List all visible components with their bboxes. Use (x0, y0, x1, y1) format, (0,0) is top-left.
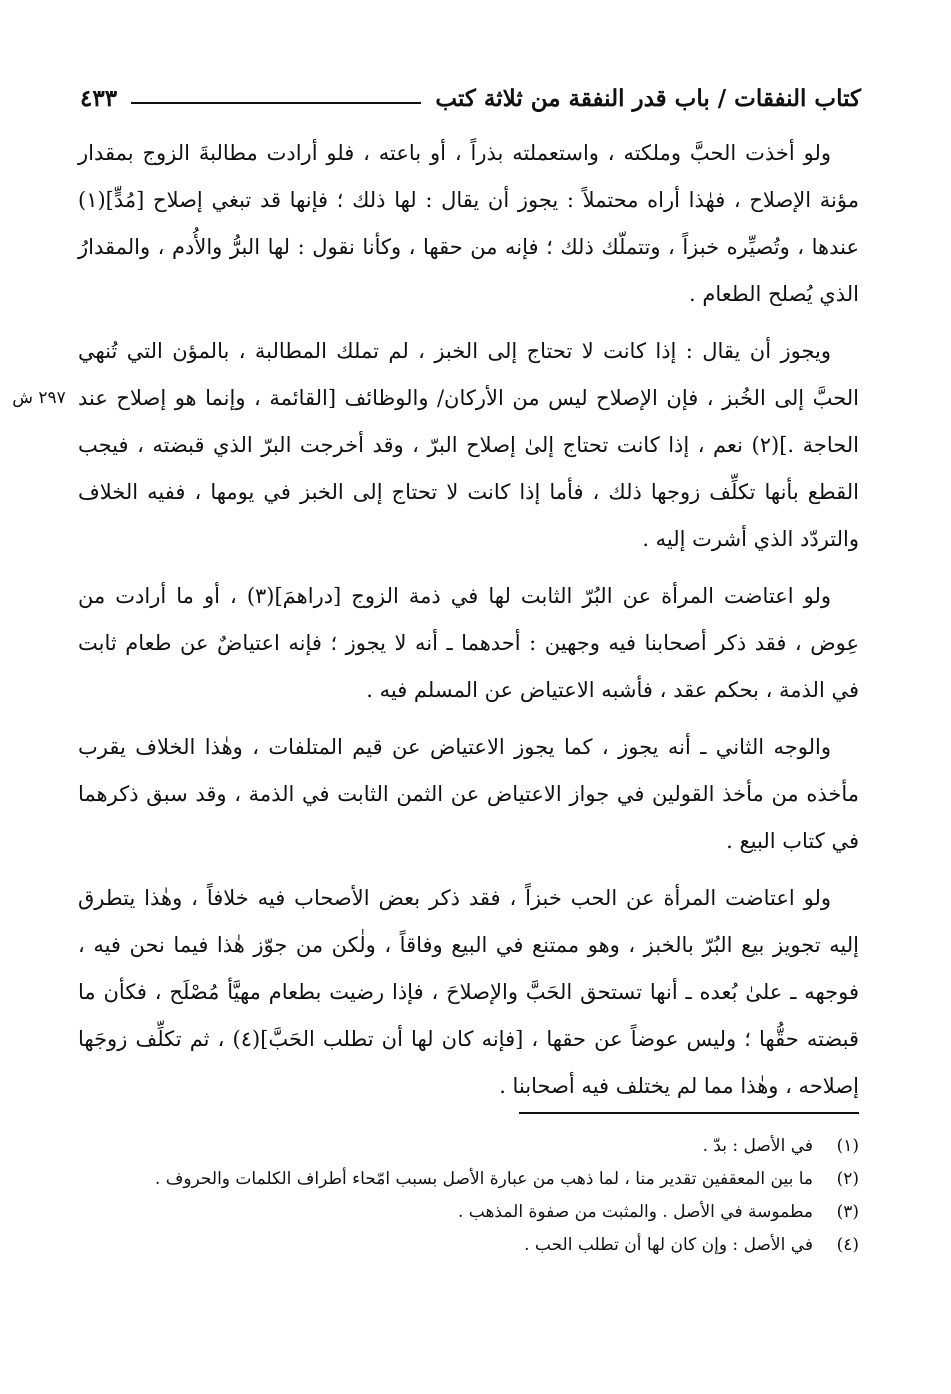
page-number: ٤٣٣ (80, 84, 118, 112)
footnotes (80, 1132, 859, 1264)
footnote-number: (١) (836, 1136, 859, 1156)
main-text (78, 130, 859, 1120)
footnote-text: مطموسة في الأصل . والمثبت من صفوة المذهب . (457, 1202, 813, 1222)
footnote-text: ما بين المعقفين تقدير منا ، لما ذهب من عبارة الأصل بسبب امّحاء أطراف الكلمات والحروف . (154, 1169, 813, 1189)
footnote-separator (519, 1112, 859, 1114)
paragraph: ولو اعتاضت المرأة عن البُرّ الثابت لها في ذمة الزوج [دراهمَ](٣) ، أو ما أرادت من عِوض ، فقد ذكر أصحابنا فيه وجهين : أحدهما ـ أنه لا يجوز ؛ فإنه اعتياضٌ عن طعام ثابت في الذمة ، بحكم عقد ، فأشبه الاعتياض عن المسلم فيه . (78, 584, 859, 702)
paragraph: ويجوز أن يقال : إذا كانت لا تحتاج إلى الخبز ، لم تملك المطالبة ، بالمؤن التي تُنهي الحبَّ إلى الخُبز ، فإن الإصلاح ليس من الأركان/ والوظائف [القائمة ، وإنما هو إصلاح عند الحاجة .](٢) نعم ، إذا كانت تحتاج إلىٰ إصلاح البرّ ، وقد أخرجت البرّ الذي قبضته ، فيجب القطع بأنها تكلِّف زوجها ذلك ، فأما إذا كانت لا تحتاج إلى الخبز في يومها ، ففيه الخلاف والتردّد الذي أشرت إليه . (78, 339, 860, 551)
manuscript-folio-note: ٢٩٧ ش (12, 388, 66, 408)
paragraph: ولو اعتاضت المرأة عن الحب خبزاً ، فقد ذكر بعض الأصحاب فيه خلافاً ، وهٰذا يتطرق إليه تجويز بيع البُرّ بالخبز ، وهو ممتنع في البيع وفاقاً ، ولٰكن من جوّز هٰذا فيما نحن فيه ، فوجهه ـ علىٰ بُعده ـ أنها تستحق الحَبَّ والإصلاحَ ، فإذا رضيت بطعام مهيَّأ مُصْلَح ، فكأن ما قبضته حقُّها ؛ وليس عوضاً عن حقها ، [فإنه كان لها أن تطلب الحَبَّ](٤) ، ثم تكلِّف زوجَها إصلاحه ، وهٰذا مما لم يختلف فيه أصحابنا . (78, 886, 860, 1098)
header-rule (131, 102, 421, 104)
footnote-number: (٤) (836, 1235, 859, 1255)
footnote (80, 1132, 859, 1161)
footnote (80, 1165, 859, 1194)
footnote (80, 1231, 859, 1260)
paragraph: ولو أخذت الحبَّ وملكته ، واستعملته بذراً ، أو باعته ، فلو أرادت مطالبةَ الزوج بمقدار مؤنة الإصلاح ، فهٰذا أراه محتملاً : يجوز أن يقال : لها ذلك ؛ فإنها قد تبغي إصلاح [مُدٍّ](١) عندها ، وتُصيِّره خبزاً ، وتتملّك ذلك ؛ فإنه من حقها ، وكأنا نقول : لها البرُّ والأُدم ، والمقدارُ الذي يُصلح الطعام . (78, 141, 859, 306)
footnote-number: (٢) (836, 1169, 859, 1189)
chapter-title: كتاب النفقات / باب قدر النفقة من ثلاثة كتب (435, 84, 861, 112)
paragraph: والوجه الثاني ـ أنه يجوز ، كما يجوز الاعتياض عن قيم المتلفات ، وهٰذا الخلاف يقرب مأخذه من مأخذ القولين في جواز الاعتياض عن الثمن الثابت في الذمة ، وقد سبق ذكرهما في كتاب البيع . (78, 735, 859, 853)
footnote (80, 1198, 859, 1227)
footnote-text: في الأصل : بدّ . (702, 1136, 813, 1156)
running-header (80, 78, 861, 118)
footnote-text: في الأصل : وإن كان لها أن تطلب الحب . (524, 1235, 813, 1255)
footnote-number: (٣) (836, 1202, 859, 1222)
